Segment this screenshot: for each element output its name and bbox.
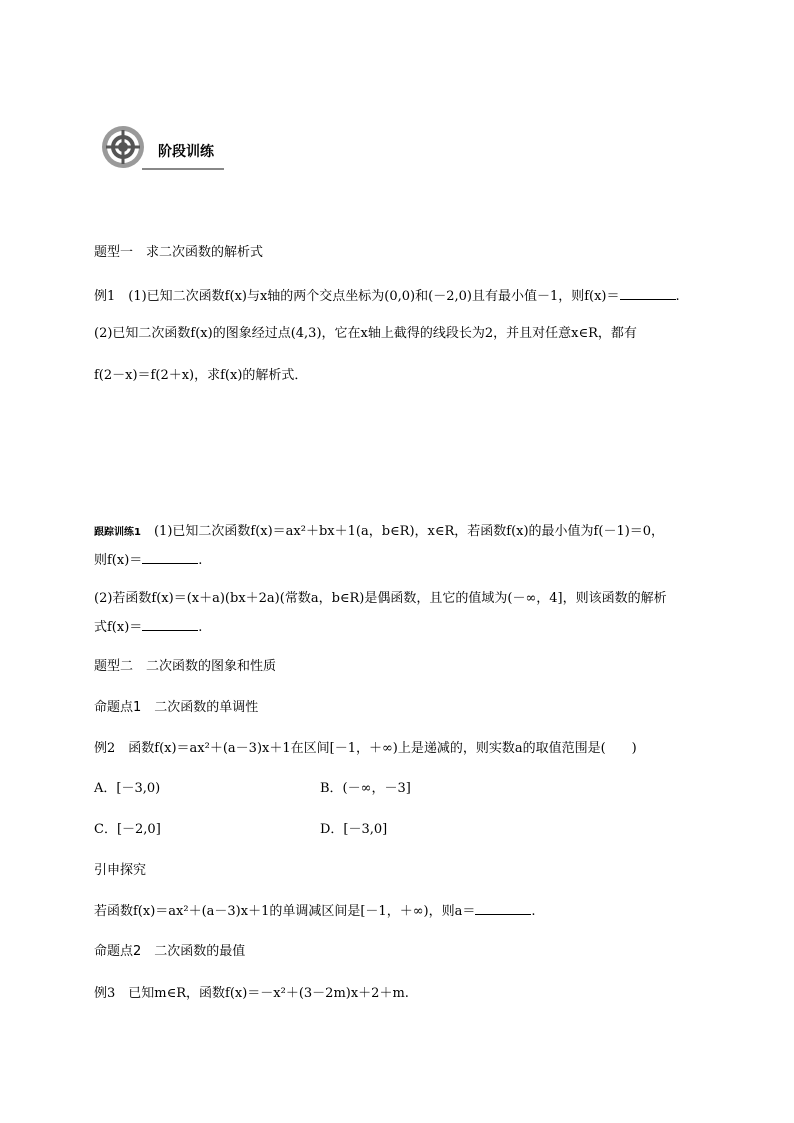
header-underline: [142, 168, 224, 170]
extension-title: 引申探究: [94, 863, 147, 878]
type1-title: 题型一 求二次函数的解析式: [94, 245, 264, 260]
example2-text: 例2 函数f(x)＝ax²＋(a－3)x＋1在区间[－1，＋∞)上是递减的，则实数a的取值范围是( ): [94, 741, 637, 756]
answer-blank: [620, 287, 676, 300]
prop2-title: 命题点2 二次函数的最值: [94, 944, 246, 959]
track1-line2: 则f(x)＝ .: [94, 553, 203, 568]
example1-text: 例1 (1)已知二次函数f(x)与x轴的两个交点坐标为(0,0)和(－2,0)且有最小值－1，则f(x)＝: [94, 289, 620, 304]
option-d: D．[－3,0]: [320, 822, 388, 837]
option-c: C．[－2,0]: [94, 822, 161, 837]
example1-part2-line2: f(2－x)＝f(2＋x)，求f(x)的解析式．: [94, 368, 308, 383]
target-icon: [100, 124, 146, 170]
prop1-title: 命题点1 二次函数的单调性: [94, 700, 259, 715]
answer-blank: [475, 902, 531, 915]
track2-line1: (2)若函数f(x)＝(x＋a)(bx＋2a)(常数a，b∈R)是偶函数，且它的值域为(－∞，4]，则该函数的解析: [94, 591, 667, 606]
option-b: B．(－∞，－3]: [320, 781, 411, 796]
track1-text: (1)已知二次函数f(x)＝ax²＋bx＋1(a，b∈R)，x∈R，若函数f(x)的最小值为f(－1)＝0，: [153, 524, 665, 539]
option-a: A．[－3,0): [94, 781, 161, 796]
section-header: [100, 124, 224, 172]
answer-blank: [142, 618, 198, 631]
track2-line2: 式f(x)＝ .: [94, 620, 203, 635]
extension-text: 若函数f(x)＝ax²＋(a－3)x＋1的单调减区间是[－1，＋∞)，则a＝: [94, 904, 476, 919]
type2-title: 题型二 二次函数的图象和性质: [94, 659, 277, 674]
extension-line: 若函数f(x)＝ax²＋(a－3)x＋1的单调减区间是[－1，＋∞)，则a＝ .: [94, 904, 536, 919]
page-title: 阶段训练: [158, 144, 214, 160]
track-training-label: 跟踪训练1: [94, 527, 141, 538]
answer-blank: [142, 551, 198, 564]
example1-part1: 例1 (1)已知二次函数f(x)与x轴的两个交点坐标为(0,0)和(－2,0)且有最小值－1，则f(x)＝ .: [94, 289, 680, 304]
example3-text: 例3 已知m∈R，函数f(x)＝－x²＋(3－2m)x＋2＋m.: [94, 986, 409, 1001]
example1-part2-line1: (2)已知二次函数f(x)的图象经过点(4,3)，它在x轴上截得的线段长为2，并且对任意x∈R，都有: [94, 326, 637, 341]
track1-line1: [94, 520, 664, 539]
